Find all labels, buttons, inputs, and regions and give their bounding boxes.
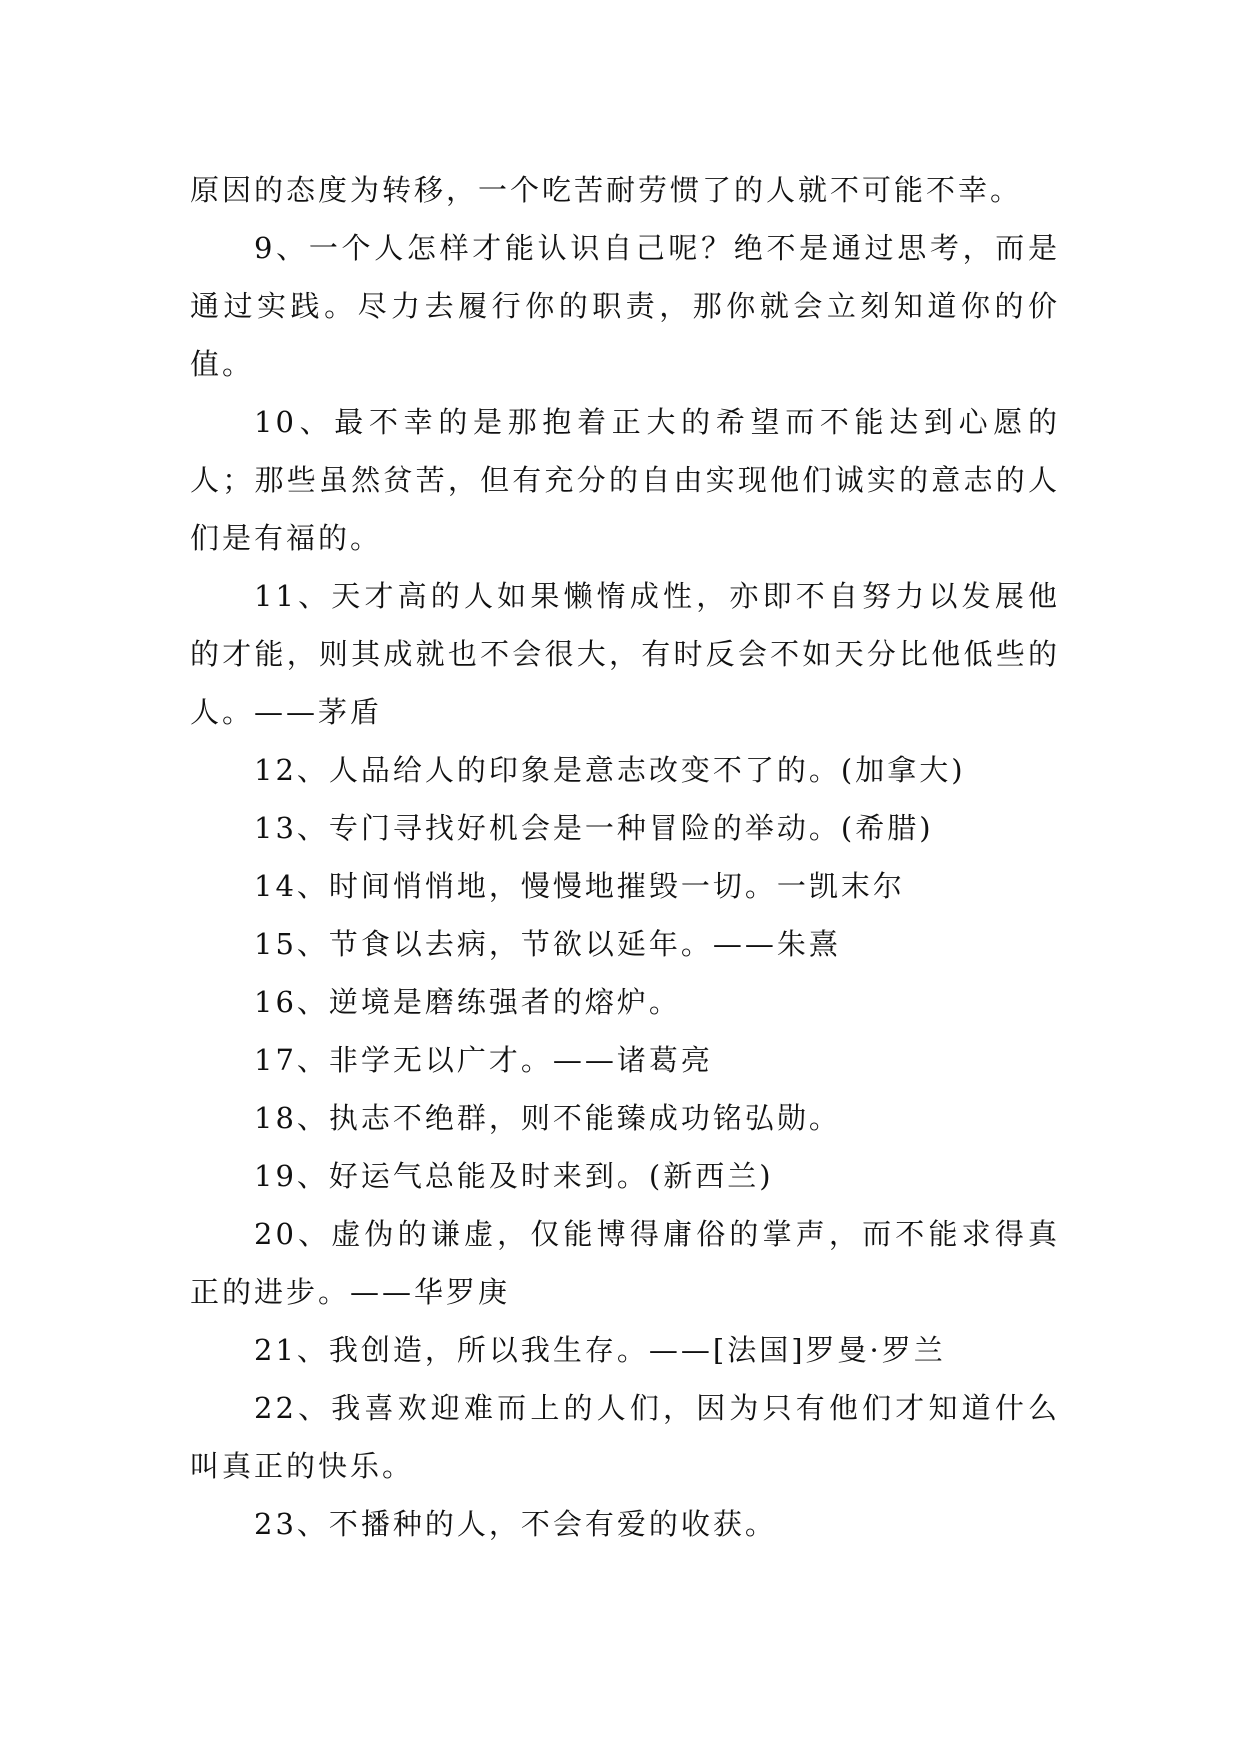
item-number: 10、 (254, 405, 335, 439)
item-text: 节食以去病，节欲以延年。——朱熹 (328, 927, 841, 961)
item-number: 22、 (254, 1391, 332, 1425)
item-text: 最不幸的是那抱着正大的希望而不能达到心愿的人；那些虽然贫苦，但有充分的自由实现他们诚实的意志的人们是有福的。 (190, 405, 1060, 555)
item-number: 21、 (254, 1333, 329, 1367)
item-text: 专门寻找好机会是一种冒险的举动。(希腊) (328, 811, 934, 845)
item-text: 天才高的人如果懒惰成性，亦即不自努力以发展他的才能，则其成就也不会很大，有时反会不如天分比他低些的人。——茅盾 (190, 579, 1060, 729)
quote-item-23 (190, 1495, 1060, 1553)
quote-item-22 (190, 1379, 1060, 1495)
quote-item-19 (190, 1147, 1060, 1205)
item-number: 16、 (254, 985, 329, 1019)
item-number: 12、 (254, 753, 329, 787)
item-number: 18、 (254, 1101, 329, 1135)
quote-item-15 (190, 915, 1060, 973)
quote-item-17 (190, 1031, 1060, 1089)
item-text: 我创造，所以我生存。——[法国]罗曼·罗兰 (328, 1333, 946, 1367)
document-body (190, 161, 1060, 1553)
item-text: 执志不绝群，则不能臻成功铭弘勋。 (328, 1101, 841, 1135)
item-number: 9、 (254, 231, 309, 265)
quote-item-14 (190, 857, 1060, 915)
item-text: 好运气总能及时来到。(新西兰) (328, 1159, 774, 1193)
quote-item-18 (190, 1089, 1060, 1147)
item-text: 不播种的人，不会有爱的收获。 (328, 1507, 777, 1541)
continuation-paragraph: 原因的态度为转移，一个吃苦耐劳惯了的人就不可能不幸。 (190, 173, 1023, 207)
quote-item-12 (190, 741, 1060, 799)
item-number: 17、 (254, 1043, 329, 1077)
item-text: 逆境是磨练强者的熔炉。 (328, 985, 681, 1019)
quote-item-16 (190, 973, 1060, 1031)
item-text: 非学无以广才。——诸葛亮 (328, 1043, 713, 1077)
quote-item-11 (190, 567, 1060, 741)
item-number: 13、 (254, 811, 329, 845)
item-text: 时间悄悄地，慢慢地摧毁一切。一凯末尔 (328, 869, 905, 903)
quote-item-10 (190, 393, 1060, 567)
quote-item-9 (190, 219, 1060, 393)
item-text: 我喜欢迎难而上的人们，因为只有他们才知道什么叫真正的快乐。 (190, 1391, 1060, 1483)
item-number: 20、 (254, 1217, 332, 1251)
item-number: 23、 (254, 1507, 329, 1541)
item-number: 19、 (254, 1159, 329, 1193)
item-number: 14、 (254, 869, 329, 903)
quote-item-13 (190, 799, 1060, 857)
item-number: 11、 (254, 579, 332, 613)
quote-item-20 (190, 1205, 1060, 1321)
item-text: 一个人怎样才能认识自己呢？绝不是通过思考，而是通过实践。尽力去履行你的职责，那你就会立刻知道你的价值。 (190, 231, 1060, 381)
quote-item-21 (190, 1321, 1060, 1379)
item-text: 人品给人的印象是意志改变不了的。(加拿大) (328, 753, 966, 787)
item-number: 15、 (254, 927, 329, 961)
item-text: 虚伪的谦虚，仅能博得庸俗的掌声，而不能求得真正的进步。——华罗庚 (190, 1217, 1060, 1309)
